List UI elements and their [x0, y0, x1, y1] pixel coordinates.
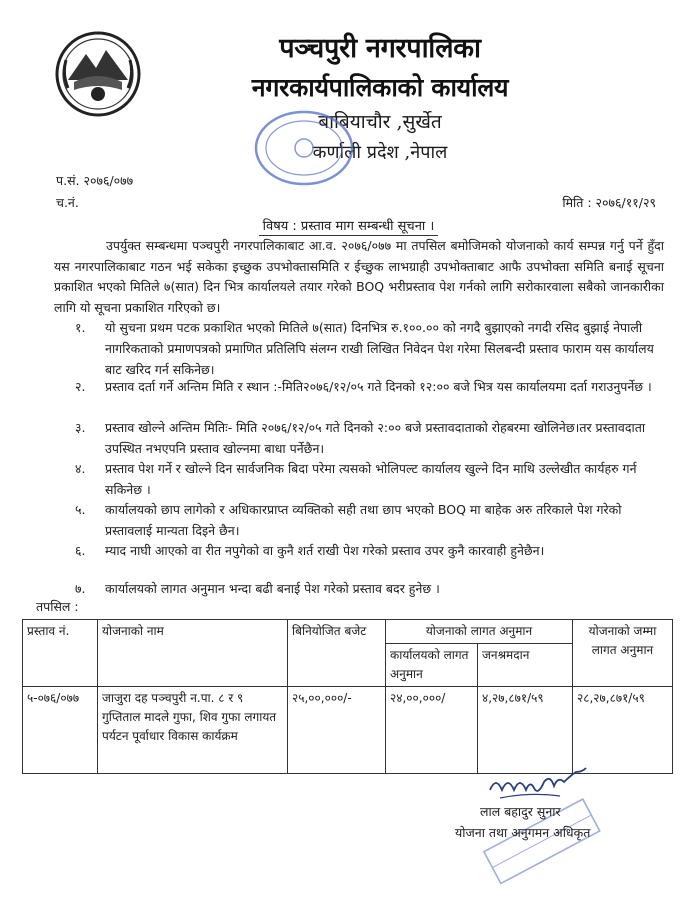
header-cost-estimate: योजनाको लागत अनुमान	[386, 620, 573, 644]
cell-proposal-no: ५-०७६/०७७	[23, 687, 98, 774]
list-item-number: ६.	[75, 543, 86, 558]
signatory-title: योजना तथा अनुगमन अधिकृत	[455, 825, 591, 840]
schedule-table	[22, 619, 673, 774]
cell-allocated-budget: २५,००,०००/-	[288, 687, 386, 774]
signatory-name: लाल बहादुर सुनार	[480, 804, 561, 819]
office-province: कर्णाली प्रदेश ,नेपाल	[312, 142, 448, 163]
list-item-text: कार्यालयको लागत अनुमान भन्दा बढी बनाई पेश गरेको प्रस्ताव बदर हुनेछ ।	[105, 581, 440, 596]
header-office-estimate: कार्यालयको लागत अनुमान	[386, 644, 478, 687]
list-item	[75, 417, 665, 459]
list-item-number: ७.	[75, 581, 86, 596]
subject-line	[0, 216, 697, 234]
header-allocated-budget: बिनियोजित बजेट	[288, 620, 386, 687]
list-item-number: २.	[75, 379, 86, 394]
list-item-number: ३.	[75, 420, 86, 435]
header-public-labor: जनश्रमदान	[478, 644, 573, 687]
header-project-name: योजनाको नाम	[98, 620, 288, 687]
list-item	[75, 578, 665, 599]
list-item	[75, 499, 665, 541]
list-item-text: कार्यालयको छाप लागेको र अधिकारप्राप्त व्यक्तिको सही तथा छाप भएको BOQ मा बाहेक अरु तरिकाले पेश गरेको प्रस्तावलाई मान्यता दिइने छैन।	[105, 502, 622, 538]
cell-project-name: जाजुरा दह पञ्चपुरी न.पा. ८ र ९ गुप्तिताल मादले गुफा, शिव गुफा लगायत पर्यटन पूर्वाधार विकास कार्यक्रम	[98, 687, 288, 774]
dispatch-number: च.नं.	[56, 195, 79, 210]
cell-public-labor: ४,२७,८७१/५९	[478, 687, 573, 774]
list-item-text: प्रस्ताव पेश गर्ने र खोल्ने दिन सार्वजनिक बिदा परेमा त्यसको भोलिपल्ट कार्यालय खुल्ने दिन माथि उल्लेखीत कार्यहरु गर्न सकिनेछ ।	[105, 461, 637, 497]
office-location: बाबियाचौर ,सुर्खेत	[318, 111, 442, 133]
cell-total-estimate: २८,२७,८७१/५९	[573, 687, 673, 774]
header-proposal-no: प्रस्ताव नं.	[23, 620, 98, 687]
intro-paragraph: उपर्युक्त सम्बन्धमा पञ्चपुरी नगरपालिकाबाट आ.व. २०७६/०७७ मा तपसिल बमोजिमको योजनाको कार्य सम्पन्न गर्नु पर्ने हुँदा यस नगरपालिकाबाट गठन भई सकेका इच्छुक उपभोक्तासमिति र ईच्छुक लाभग्राही उपभोक्ताबाट आफै उपभोक्ता समिति बनाई सूचना प्रकाशित भएको मितिले ७(सात) दिन भित्र कार्यालयले तयार गरेको BOQ भरीप्रस्ताव पेश गर्नको लागि सरोकारवाला सबैको जानकारीका लागि यो सूचना प्रकाशित गरिएको छ।	[54, 238, 664, 315]
fiscal-year-ref: प.सं. २०७६/०७७	[56, 173, 134, 188]
list-item-text: यो सुचना प्रथम पटक प्रकाशित भएको मितिले ७(सात) दिनभित्र रु.१००.०० को नगदै बुझाएको नगदी रसिद बुझाई नेपाली नागरिकताको प्रमाणपत्रको प्रमाणित प्रतिलिपि संलग्न राखी लिखित निवेदन पेश गरेमा सिलबन्दी प्रस्ताव फाराम यस कार्यालय बाट खरिद गर्न सकिनेछ।	[105, 320, 654, 377]
schedule-title: तपसिल :	[36, 599, 79, 614]
notice-date: मिति : २०७६/११/२९	[562, 195, 656, 210]
list-item-text: प्रस्ताव दर्ता गर्ने अन्तिम मिति र स्थान :-मिति२०७६/१२/०५ गते दिनको १२:०० बजे भित्र यस कार्यालयमा दर्ता गराउनुपर्नेछ ।	[105, 379, 652, 394]
office-name: नगरकार्यपालिकाको कार्यालय	[251, 73, 509, 102]
list-item-text: प्रस्ताव खोल्ने अन्तिम मितिः- मिति २०७६/१२/०५ गते दिनको २:०० बजे प्रस्तावदाताको रोहबरमा खोलिनेछ।तर प्रस्तावदाता उपस्थित नभएपनि प्रस्ताव खोल्नमा बाधा पर्नेछैन।	[105, 420, 646, 456]
list-item	[75, 540, 665, 561]
list-item-number: ४.	[75, 461, 86, 476]
list-item	[75, 376, 665, 397]
municipality-logo	[52, 30, 144, 118]
header-total-estimate: योजनाको जम्मा लागत अनुमान	[573, 620, 673, 687]
list-item-number: १.	[75, 320, 86, 335]
list-item	[75, 458, 665, 500]
list-item	[75, 317, 665, 380]
list-item-number: ५.	[75, 502, 86, 517]
list-item-text: म्याद नाघी आएको वा रीत नपुगेको वा कुनै शर्त राखी पेश गरेको प्रस्ताव उपर कुनै कारवाही हुनेछैन।	[105, 543, 545, 558]
municipality-name: पञ्चपुरी नगरपालिका	[279, 33, 481, 64]
subject-text: विषय : प्रस्ताव माग सम्बन्धी सूचना ।	[259, 219, 439, 236]
office-seal	[252, 108, 356, 188]
cell-office-estimate: २४,००,०००/	[386, 687, 478, 774]
